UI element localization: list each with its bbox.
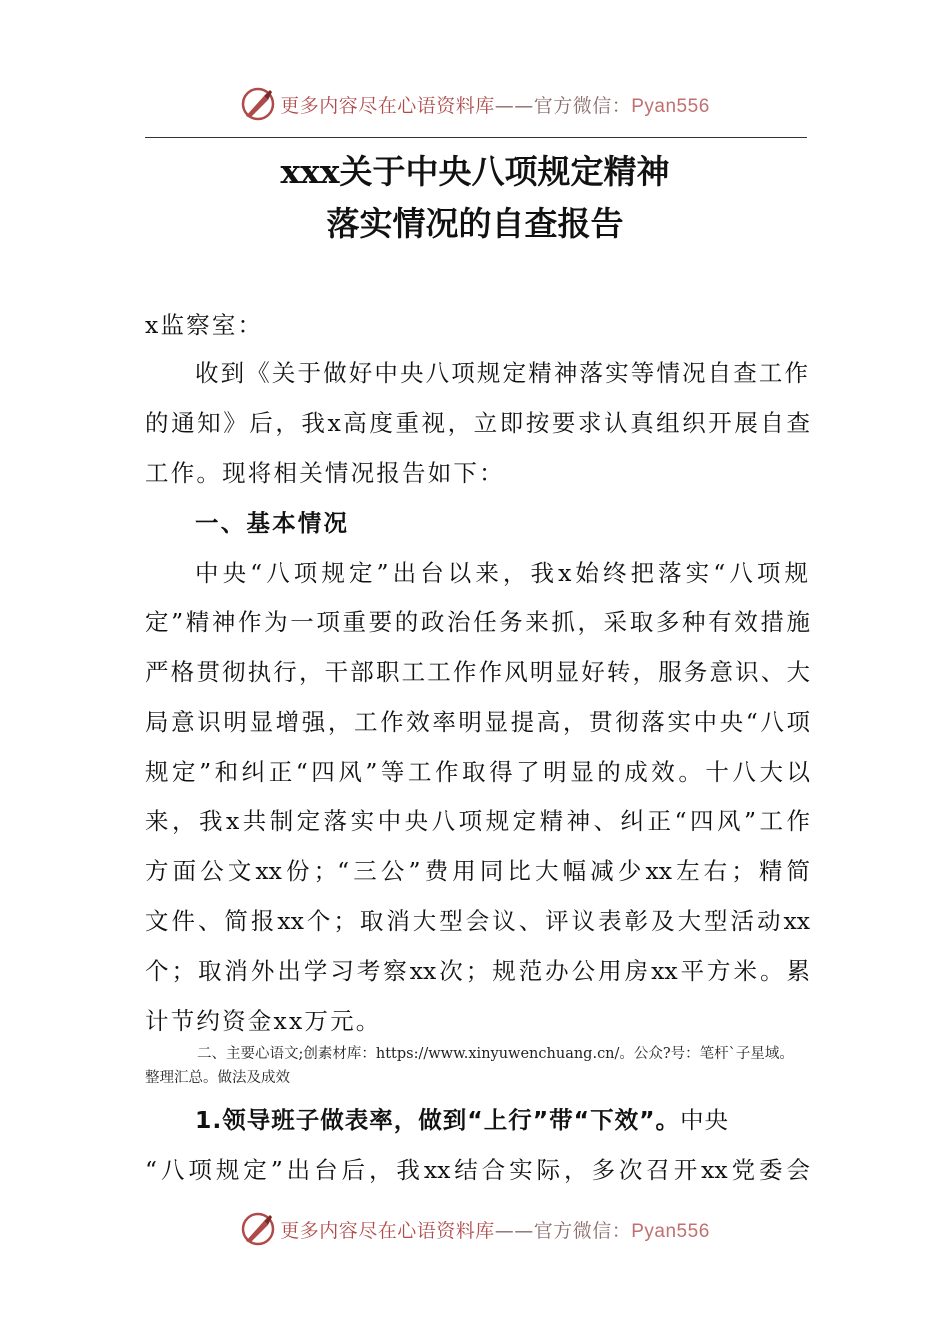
header-banner <box>0 84 950 124</box>
pen-logo-icon <box>240 1211 276 1247</box>
paragraph-3-text: 中央 <box>680 1106 730 1134</box>
banner-dash: —— <box>494 94 534 117</box>
paragraph-1-line: 的通知》后，我x高度重视，立即按要求认真组织开展自查 <box>145 409 810 437</box>
paragraph-2-line: 方面公文xx份；“三公”费用同比大幅减少xx左右；精简 <box>145 857 810 885</box>
inserted-note-line: 整理汇总。做法及成效 <box>145 1070 290 1086</box>
banner-sub-text: 官方微信： <box>533 1219 632 1242</box>
footer-banner <box>0 1209 950 1249</box>
banner-wechat-id: Pyan556 <box>631 1220 710 1242</box>
pen-logo-icon <box>240 86 276 122</box>
inserted-note-line: 二、主要心语文;创素材库：https://www.xinyuwenchuang.cn/。公众?号：笔杆`子星域。 <box>197 1046 794 1062</box>
paragraph-1-line: 收到《关于做好中央八项规定精神落实等情况自查工作 <box>195 359 808 387</box>
paragraph-2-line: 计节约资金xx万元。 <box>145 1007 382 1035</box>
document-title <box>0 146 950 250</box>
banner-wechat-id: Pyan556 <box>631 95 710 117</box>
paragraph-2-line: 规定”和纠正“四风”等工作取得了明显的成效。十八大以 <box>145 758 810 786</box>
paragraph-2-line: 个；取消外出学习考察xx次；规范办公用房xx平方米。累 <box>145 957 810 985</box>
paragraph-2-line: 局意识明显增强，工作效率明显提高，贯彻落实中央“八项 <box>145 708 810 736</box>
subsection-heading: 1.领导班子做表率，做到“上行”带“下效”。 <box>195 1106 681 1134</box>
title-line-1: xxx关于中央八项规定精神 <box>280 152 670 191</box>
banner-sub-text: 官方微信： <box>533 94 632 117</box>
paragraph-2-line: 文件、简报xx个；取消大型会议、评议表彰及大型活动xx <box>145 907 810 935</box>
section-heading-1: 一、基本情况 <box>195 509 350 537</box>
paragraph-2-line: 来，我x共制定落实中央八项规定精神、纠正“四风”工作 <box>145 807 810 835</box>
salutation: x监察室： <box>145 311 264 339</box>
banner-text <box>280 1216 710 1243</box>
paragraph-2-line: 严格贯彻执行，干部职工工作作风明显好转，服务意识、大 <box>145 658 810 686</box>
paragraph-3-line <box>195 1105 808 1135</box>
paragraph-3-line: “八项规定”出台后，我xx结合实际，多次召开xx党委会 <box>145 1156 810 1184</box>
paragraph-2-line: 定”精神作为一项重要的政治任务来抓，采取多种有效措施 <box>145 608 810 636</box>
banner-main-text: 更多内容尽在心语资料库 <box>280 94 495 117</box>
title-line-2: 落实情况的自查报告 <box>326 204 624 243</box>
header-divider <box>145 137 807 138</box>
banner-text <box>280 91 710 118</box>
paragraph-1-line: 工作。现将相关情况报告如下： <box>145 459 505 487</box>
banner-dash: —— <box>494 1219 534 1242</box>
paragraph-2-line: 中央“八项规定”出台以来，我x始终把落实“八项规 <box>195 559 808 587</box>
banner-main-text: 更多内容尽在心语资料库 <box>280 1219 495 1242</box>
